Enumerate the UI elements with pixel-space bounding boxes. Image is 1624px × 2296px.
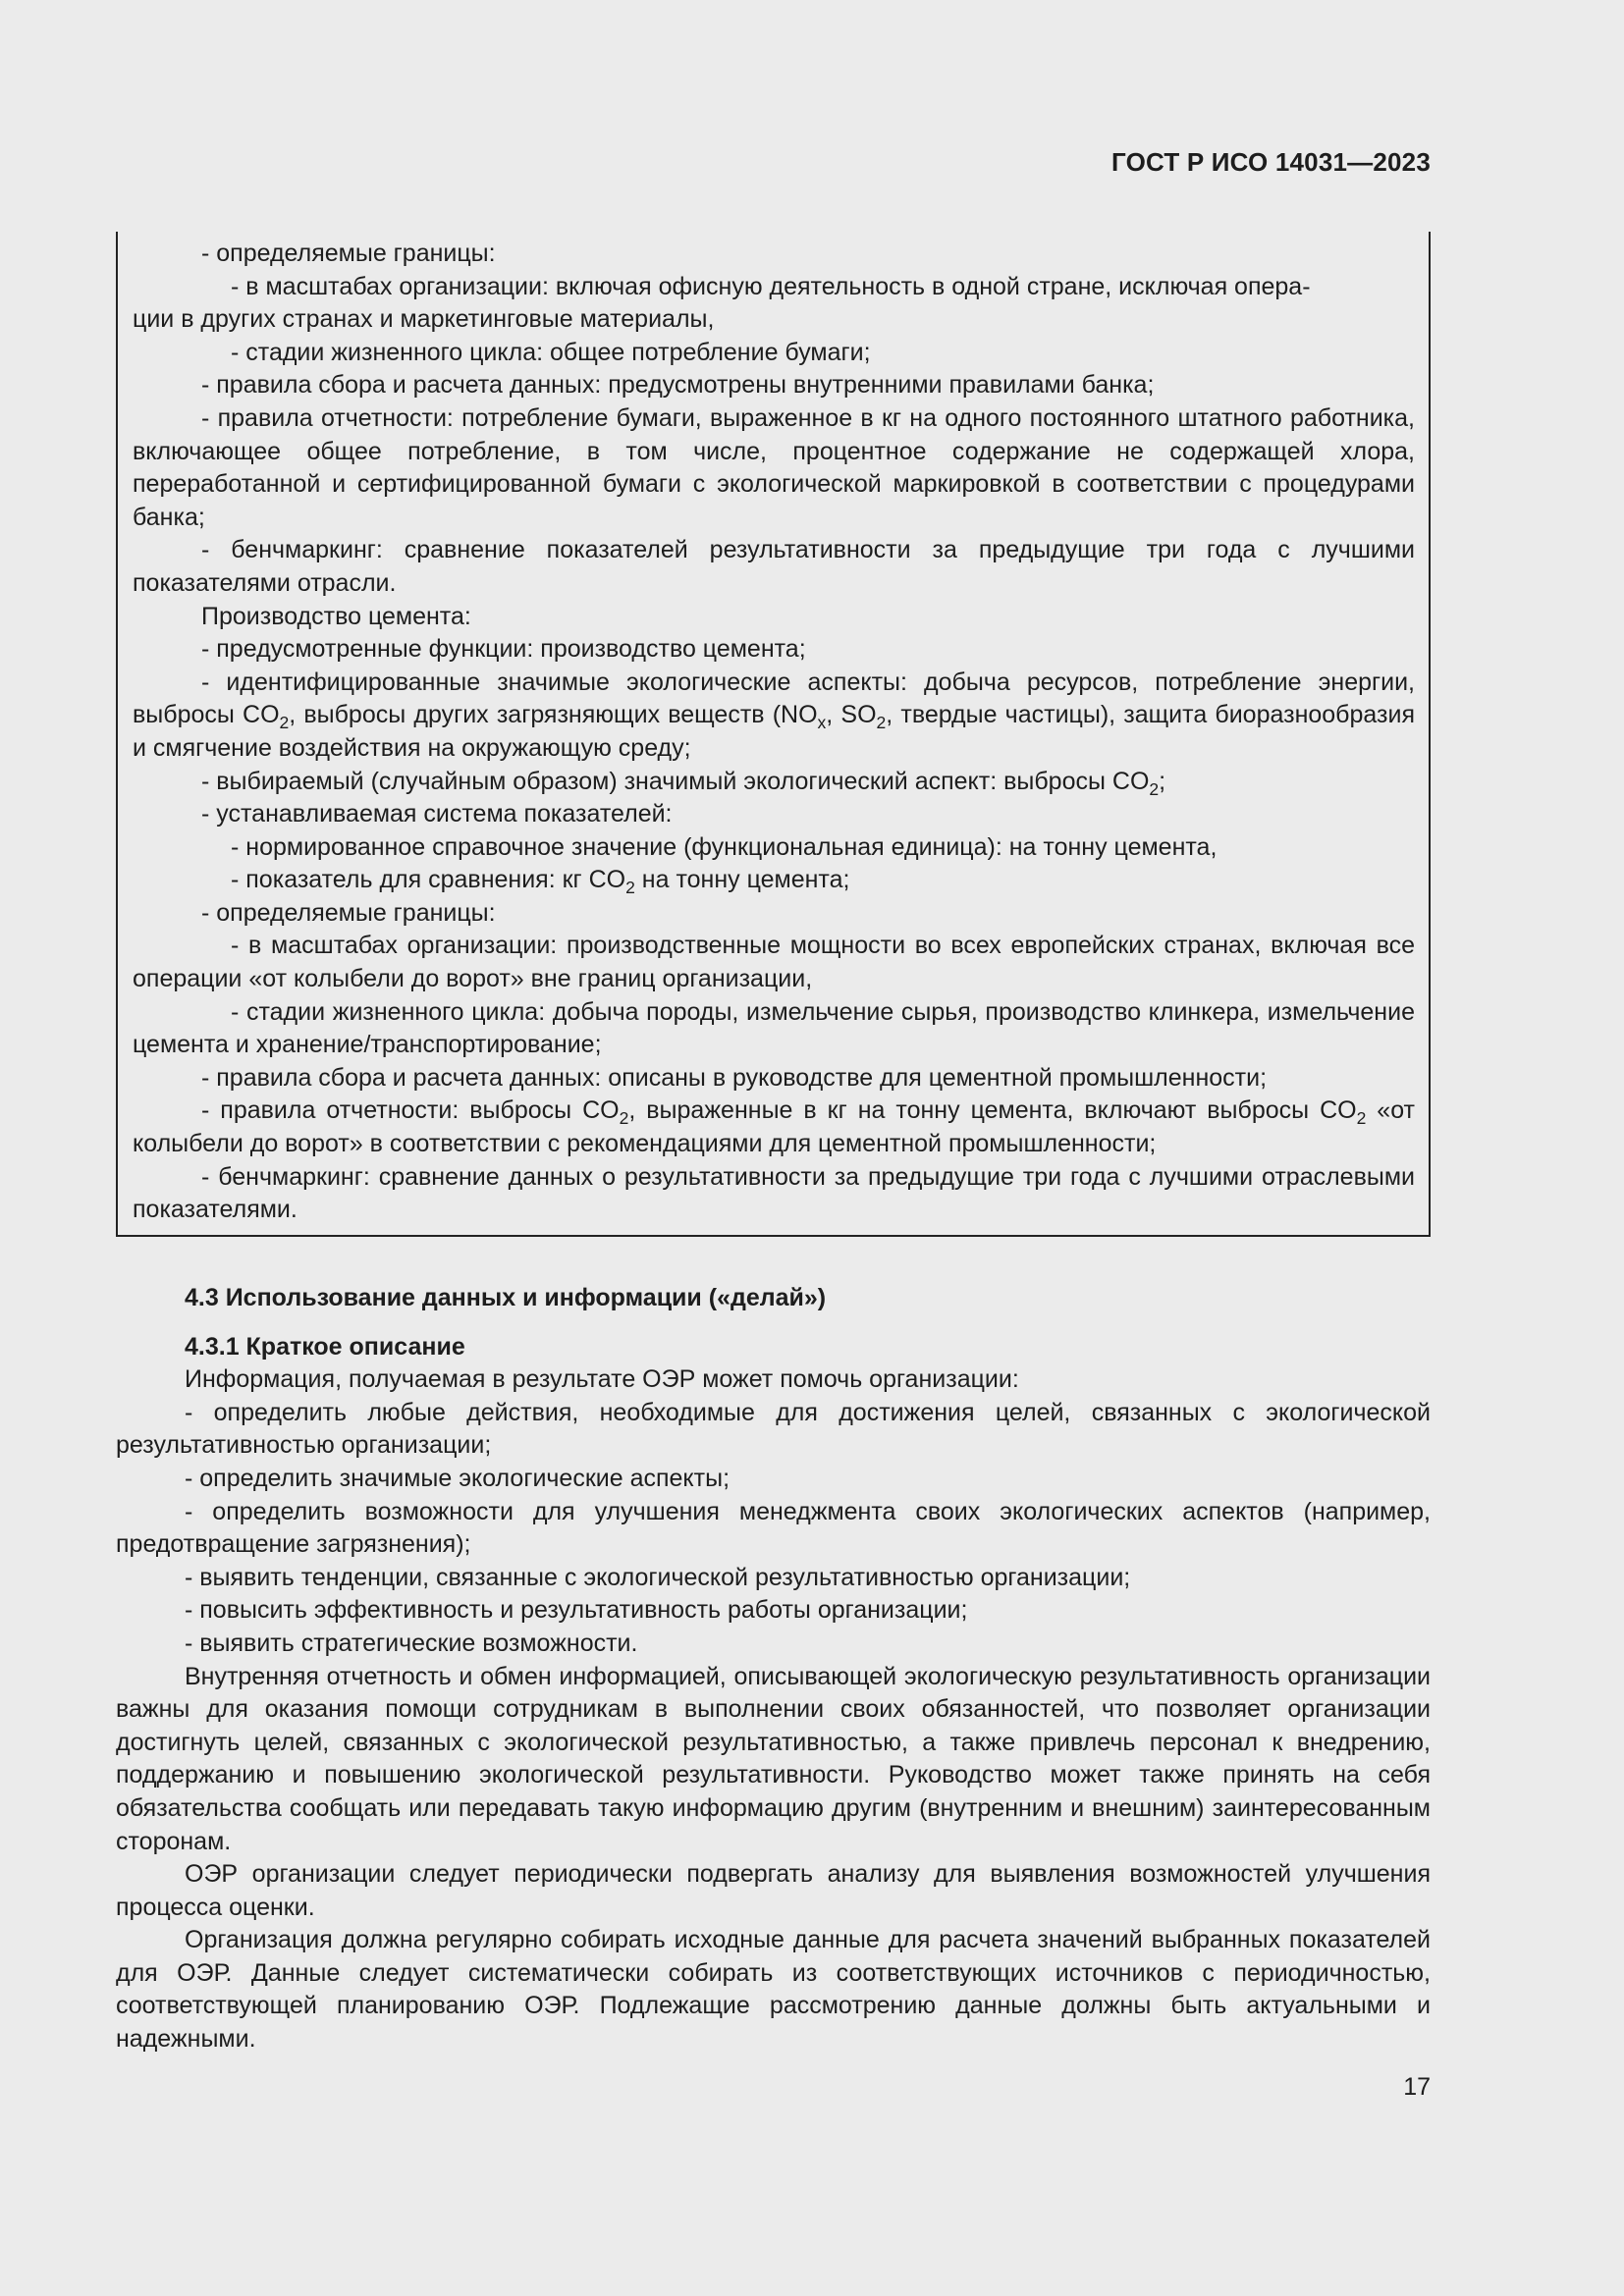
box-line: - стадии жизненного цикла: общее потребление бумаги; xyxy=(231,338,871,366)
box-line: ции в других странах и маркетинговые материалы, xyxy=(133,305,715,334)
box-line: - показатель для сравнения: кг $CO_2$ на тонну цемента; xyxy=(231,866,850,898)
box-line: - определяемые границы: xyxy=(201,240,496,267)
paragraph: Внутренняя отчетность и обмен информацией, описывающей экологическую результативность организации важны для оказания помощи сотрудникам в выполнении своих обязанностей, что позволяет организации достигнуть целей, связанных с экологической результативностью, а также привлечь персонал к внедрению, поддержанию и повышению экологической результативности. Руководство может также принять на себя обязательства сообщать или передавать такую информацию другим (внутренним и внешним) заинтересованным сторонам. xyxy=(116,1662,1431,1855)
box-line: - правила сбора и расчета данных: предусмотрены внутренними правилами банка; xyxy=(201,371,1155,400)
box-line: - бенчмаркинг: сравнение показателей результативности за предыдущие три года с лучшими показателями отрасли. xyxy=(133,536,1415,597)
list-item: - определить любые действия, необходимые для достижения целей, связанных с экологической результативностью организации; xyxy=(116,1398,1431,1460)
box-line: - в масштабах организации: включая офисную деятельность в одной стране, исключая опера- xyxy=(231,272,1311,300)
paragraph: Организация должна регулярно собирать исходные данные для расчета значений выбранных показателей для ОЭР. Данные следует систематически собирать из соответствующих источников с периодичностью, соответствующей планированию ОЭР. Подлежащие рассмотрению данные должны быть актуальными и надежными. xyxy=(116,1926,1431,2054)
example-box xyxy=(116,232,1431,1237)
subsection-title: 4.3.1 Краткое описание xyxy=(185,1332,465,1361)
box-line: - в масштабах организации: производственные мощности во всех европейских странах, включая все операции «от колыбели до ворот» вне границ организации, xyxy=(133,932,1415,993)
page-number: 17 xyxy=(1403,2073,1431,2101)
list-item: - выявить тенденции, связанные с экологической результативностью организации; xyxy=(185,1563,1131,1591)
box-line: - нормированное справочное значение (функциональная единица): на тонну цемента, xyxy=(231,832,1218,861)
box-line-emissions: - идентифицированные значимые экологические аспекты: добыча ресурсов, потребление энергии, выбросы $CO_2$, выбросы других загрязняющих веществ ($NO_x$, $SO_2$, твердые частицы), защита биоразнообразия и смягчение воздействия на окружающую среду; xyxy=(133,667,1415,762)
list-item: - определить значимые экологические аспекты; xyxy=(185,1464,731,1492)
box-line: - выбираемый (случайным образом) значимый экологический аспект: выбросы $CO_2$; xyxy=(201,767,1166,799)
paragraph: ОЭР организации следует периодически подвергать анализу для выявления возможностей улучшения процесса оценки. xyxy=(116,1860,1431,1921)
document-header: ГОСТ Р ИСО 14031—2023 xyxy=(1110,147,1431,177)
box-line: - определяемые границы: xyxy=(201,898,496,927)
box-line: - предусмотренные функции: производство цемента; xyxy=(201,635,806,664)
box-line: - правила отчетности: потребление бумаги, выраженное в кг на одного постоянного штатного работника, включающее общее потребление, в том числе, процентное содержание не содержащей хлора, переработанной и сертифицированной бумаги с экологической маркировкой в соответствии с процедурами банка; xyxy=(133,403,1415,531)
box-line: - стадии жизненного цикла: добыча породы, измельчение сырья, производство клинкера, измельчение цемента и хранение/транспортирование; xyxy=(133,997,1415,1059)
section-title: 4.3 Использование данных и информации («делай») xyxy=(185,1284,827,1311)
box-line: - устанавливаемая система показателей: xyxy=(201,800,673,828)
section-4-3 xyxy=(116,1282,1431,2056)
box-line: - правила отчетности: выбросы $CO_2$, выраженные в кг на тонну цемента, включают выбросы $CO_2$ «от колыбели до ворот» в соответствии с рекомендациями для цементной промышленности; xyxy=(133,1096,1416,1158)
list-item: - повысить эффективность и результативность работы организации; xyxy=(185,1596,968,1625)
box-line: - бенчмаркинг: сравнение данных о результативности за предыдущие три года с лучшими отраслевыми показателями. xyxy=(133,1162,1415,1224)
box-line: - правила сбора и расчета данных: описаны в руководстве для цементной промышленности; xyxy=(201,1063,1268,1092)
list-item: - определить возможности для улучшения менеджмента своих экологических аспектов (например, предотвращение загрязнения); xyxy=(116,1497,1431,1559)
paragraph: Информация, получаемая в результате ОЭР может помочь организации: xyxy=(185,1365,1019,1394)
list-item: - выявить стратегические возможности. xyxy=(185,1629,638,1657)
box-line: Производство цемента: xyxy=(201,602,471,630)
